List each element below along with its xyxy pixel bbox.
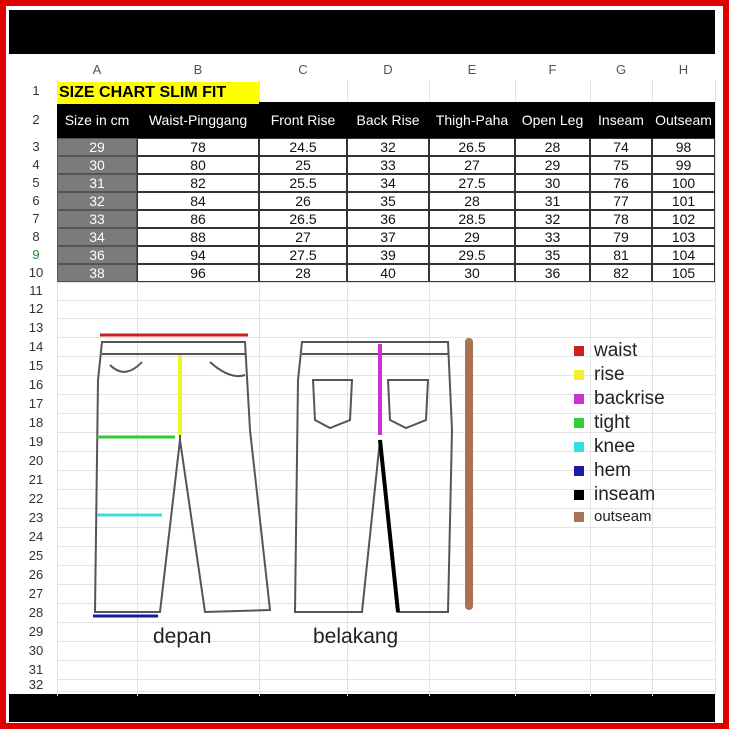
table-cell[interactable]: 96 bbox=[137, 264, 259, 282]
table-cell[interactable]: 25.5 bbox=[259, 174, 347, 192]
legend-swatch bbox=[574, 512, 584, 522]
table-cell[interactable]: 27 bbox=[259, 228, 347, 246]
legend-label: tight bbox=[594, 412, 630, 433]
column-header-f[interactable]: F bbox=[548, 61, 557, 77]
row-header-21[interactable]: 21 bbox=[28, 472, 44, 487]
grid-line bbox=[57, 679, 715, 680]
table-cell[interactable]: 27.5 bbox=[429, 174, 515, 192]
legend-swatch bbox=[574, 442, 584, 452]
table-cell[interactable]: 28 bbox=[259, 264, 347, 282]
legend-label: waist bbox=[594, 340, 638, 361]
grid-line bbox=[57, 660, 715, 661]
legend-item-rise bbox=[574, 364, 625, 386]
row-header-7[interactable]: 7 bbox=[32, 211, 40, 226]
table-cell[interactable]: 80 bbox=[137, 156, 259, 174]
column-header-c[interactable]: C bbox=[298, 61, 308, 77]
row-header-25[interactable]: 25 bbox=[28, 548, 44, 563]
row-header-24[interactable]: 24 bbox=[28, 529, 44, 544]
table-header-cell[interactable]: Thigh-Paha bbox=[429, 102, 515, 138]
row-header-14[interactable]: 14 bbox=[28, 339, 44, 354]
bottom-black-bar bbox=[9, 694, 715, 722]
legend-swatch bbox=[574, 466, 584, 476]
table-cell[interactable]: 30 bbox=[515, 174, 590, 192]
row-header-26[interactable]: 26 bbox=[28, 567, 44, 582]
legend-label: knee bbox=[594, 436, 636, 457]
legend-label: inseam bbox=[594, 484, 656, 505]
table-cell[interactable]: 27 bbox=[429, 156, 515, 174]
table-cell[interactable]: 29 bbox=[515, 156, 590, 174]
size-cell[interactable]: 30 bbox=[57, 156, 137, 174]
row-header-6[interactable]: 6 bbox=[32, 193, 40, 208]
size-cell[interactable]: 29 bbox=[57, 138, 137, 156]
table-cell[interactable]: 26.5 bbox=[259, 210, 347, 228]
table-cell[interactable]: 36 bbox=[347, 210, 429, 228]
table-cell[interactable]: 29.5 bbox=[429, 246, 515, 264]
table-header-cell[interactable]: Outseam bbox=[652, 102, 715, 138]
sheet-title[interactable]: SIZE CHART SLIM FIT bbox=[57, 82, 259, 104]
table-cell[interactable]: 105 bbox=[652, 264, 715, 282]
row-header-9[interactable]: 9 bbox=[32, 247, 40, 262]
row-header-17[interactable]: 17 bbox=[28, 396, 44, 411]
column-header-b[interactable]: B bbox=[193, 61, 203, 77]
front-pants bbox=[95, 342, 270, 612]
table-cell[interactable]: 29 bbox=[429, 228, 515, 246]
row-header-4[interactable]: 4 bbox=[32, 157, 40, 172]
size-cell[interactable]: 38 bbox=[57, 264, 137, 282]
row-header-10[interactable]: 10 bbox=[28, 265, 44, 280]
table-cell[interactable]: 88 bbox=[137, 228, 259, 246]
table-cell[interactable]: 33 bbox=[515, 228, 590, 246]
legend-swatch bbox=[574, 394, 584, 404]
legend-item-tight bbox=[574, 412, 630, 434]
row-header-3[interactable]: 3 bbox=[32, 139, 40, 154]
row-header-13[interactable]: 13 bbox=[28, 320, 44, 335]
table-cell[interactable]: 75 bbox=[590, 156, 652, 174]
size-cell[interactable]: 32 bbox=[57, 192, 137, 210]
size-cell[interactable]: 33 bbox=[57, 210, 137, 228]
table-cell[interactable]: 33 bbox=[347, 156, 429, 174]
table-cell[interactable]: 35 bbox=[347, 192, 429, 210]
table-cell[interactable]: 28.5 bbox=[429, 210, 515, 228]
legend-item-waist bbox=[574, 340, 637, 362]
table-cell[interactable]: 81 bbox=[590, 246, 652, 264]
row-header-31[interactable]: 31 bbox=[28, 662, 44, 677]
table-cell[interactable]: 74 bbox=[590, 138, 652, 156]
table-cell[interactable]: 103 bbox=[652, 228, 715, 246]
table-cell[interactable]: 39 bbox=[347, 246, 429, 264]
row-header-8[interactable]: 8 bbox=[32, 229, 40, 244]
row-header-12[interactable]: 12 bbox=[28, 301, 44, 316]
legend-swatch bbox=[574, 490, 584, 500]
row-header-11[interactable]: 11 bbox=[29, 283, 43, 298]
table-cell[interactable]: 28 bbox=[515, 138, 590, 156]
size-cell[interactable]: 31 bbox=[57, 174, 137, 192]
table-cell[interactable]: 27.5 bbox=[259, 246, 347, 264]
grid-line bbox=[57, 318, 715, 319]
legend-swatch bbox=[574, 418, 584, 428]
column-header-e[interactable]: E bbox=[467, 61, 477, 77]
table-cell[interactable]: 94 bbox=[137, 246, 259, 264]
table-header-cell[interactable]: Waist-Pinggang bbox=[137, 102, 259, 138]
grid-line bbox=[57, 691, 715, 692]
row-header-22[interactable]: 22 bbox=[28, 491, 44, 506]
inseam-measure-line bbox=[380, 440, 398, 612]
table-cell[interactable]: 77 bbox=[590, 192, 652, 210]
table-cell[interactable]: 76 bbox=[590, 174, 652, 192]
table-cell[interactable]: 82 bbox=[590, 264, 652, 282]
table-cell[interactable]: 79 bbox=[590, 228, 652, 246]
row-header-20[interactable]: 20 bbox=[28, 453, 44, 468]
row-header-30[interactable]: 30 bbox=[28, 643, 44, 658]
table-cell[interactable]: 32 bbox=[347, 138, 429, 156]
grid-line bbox=[57, 300, 715, 301]
grid-line bbox=[57, 282, 715, 283]
table-cell[interactable]: 104 bbox=[652, 246, 715, 264]
table-cell[interactable]: 24.5 bbox=[259, 138, 347, 156]
legend-label: outseam bbox=[594, 508, 652, 525]
table-cell[interactable]: 102 bbox=[652, 210, 715, 228]
row-header-19[interactable]: 19 bbox=[28, 434, 44, 449]
row-header-16[interactable]: 16 bbox=[28, 377, 44, 392]
size-cell[interactable]: 36 bbox=[57, 246, 137, 264]
row-header-1[interactable]: 1 bbox=[32, 83, 40, 98]
legend-label: hem bbox=[594, 460, 631, 481]
row-header-28[interactable]: 28 bbox=[28, 605, 44, 620]
row-header-18[interactable]: 18 bbox=[28, 415, 44, 430]
top-black-bar bbox=[9, 10, 715, 54]
table-cell[interactable]: 36 bbox=[515, 264, 590, 282]
table-cell[interactable]: 100 bbox=[652, 174, 715, 192]
front-caption: depan bbox=[153, 625, 212, 648]
table-cell[interactable]: 28 bbox=[429, 192, 515, 210]
table-header-cell[interactable]: Back Rise bbox=[347, 102, 429, 138]
legend-item-outseam bbox=[574, 508, 652, 525]
legend-label: rise bbox=[594, 364, 625, 385]
row-header-32[interactable]: 32 bbox=[28, 677, 44, 692]
row-header-29[interactable]: 29 bbox=[28, 624, 44, 639]
table-cell[interactable]: 78 bbox=[590, 210, 652, 228]
table-cell[interactable]: 32 bbox=[515, 210, 590, 228]
column-header-h[interactable]: H bbox=[678, 61, 689, 77]
table-cell[interactable]: 31 bbox=[515, 192, 590, 210]
row-header-23[interactable]: 23 bbox=[28, 510, 44, 525]
table-cell[interactable]: 37 bbox=[347, 228, 429, 246]
table-cell[interactable]: 86 bbox=[137, 210, 259, 228]
table-header-cell[interactable]: Open Leg bbox=[515, 102, 590, 138]
table-cell[interactable]: 84 bbox=[137, 192, 259, 210]
legend-label: backrise bbox=[594, 388, 665, 409]
size-cell[interactable]: 34 bbox=[57, 228, 137, 246]
table-cell[interactable]: 101 bbox=[652, 192, 715, 210]
table-cell[interactable]: 35 bbox=[515, 246, 590, 264]
table-cell[interactable]: 99 bbox=[652, 156, 715, 174]
legend-swatch bbox=[574, 346, 584, 356]
row-header-27[interactable]: 27 bbox=[28, 586, 44, 601]
table-header-cell[interactable]: Front Rise bbox=[259, 102, 347, 138]
table-header-cell[interactable]: Size in cm bbox=[57, 102, 137, 138]
row-header-2[interactable]: 2 bbox=[32, 112, 40, 127]
back-pants bbox=[295, 342, 452, 612]
legend-item-hem bbox=[574, 460, 631, 482]
legend-item-inseam bbox=[574, 484, 655, 506]
column-header-g[interactable]: G bbox=[615, 61, 627, 77]
table-cell[interactable]: 26 bbox=[259, 192, 347, 210]
column-header-d[interactable]: D bbox=[383, 61, 393, 77]
table-cell[interactable]: 98 bbox=[652, 138, 715, 156]
table-cell[interactable]: 78 bbox=[137, 138, 259, 156]
legend-item-backrise bbox=[574, 388, 665, 410]
legend-swatch bbox=[574, 370, 584, 380]
table-cell[interactable]: 26.5 bbox=[429, 138, 515, 156]
column-header-a[interactable]: A bbox=[92, 61, 102, 77]
table-header-cell[interactable]: Inseam bbox=[590, 102, 652, 138]
table-cell[interactable]: 40 bbox=[347, 264, 429, 282]
table-cell[interactable]: 34 bbox=[347, 174, 429, 192]
table-cell[interactable]: 30 bbox=[429, 264, 515, 282]
row-header-15[interactable]: 15 bbox=[28, 358, 44, 373]
table-cell[interactable]: 82 bbox=[137, 174, 259, 192]
table-cell[interactable]: 25 bbox=[259, 156, 347, 174]
row-header-5[interactable]: 5 bbox=[32, 175, 40, 190]
back-caption: belakang bbox=[313, 625, 399, 648]
legend-item-knee bbox=[574, 436, 635, 458]
